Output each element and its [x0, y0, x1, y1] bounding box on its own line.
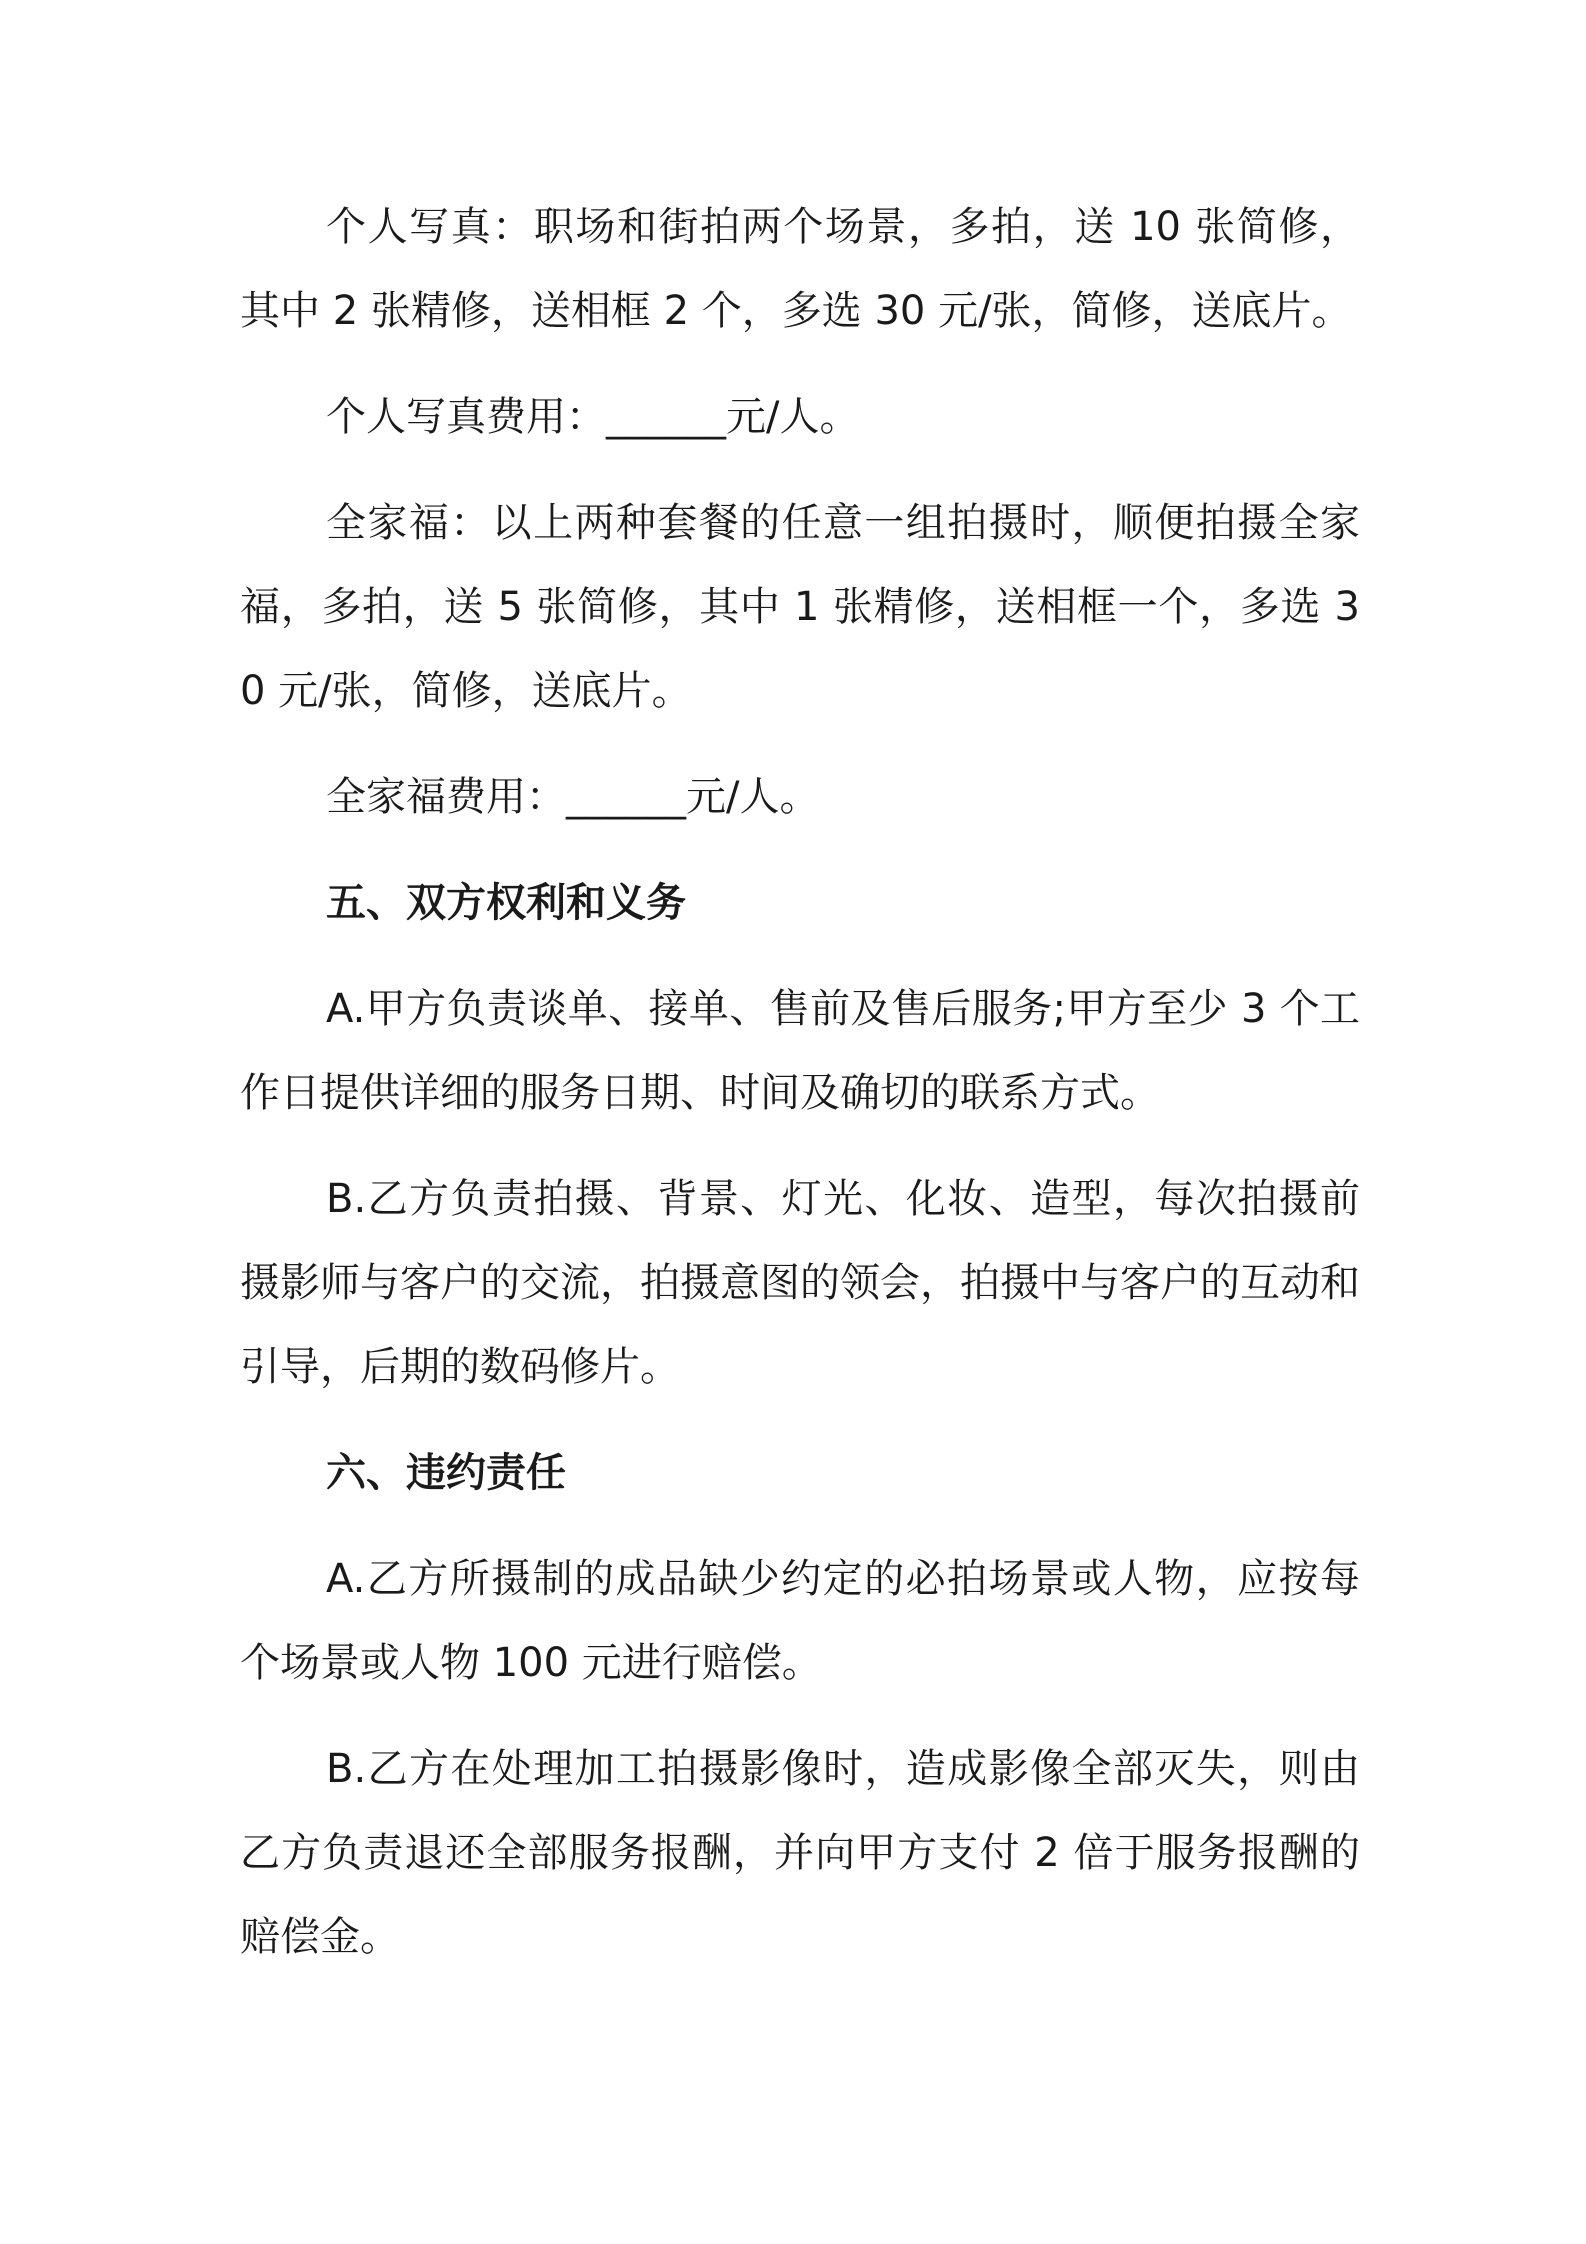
paragraph-party-b-duties: B.乙方负责拍摄、背景、灯光、化妆、造型，每次拍摄前摄影师与客户的交流，拍摄意图的领会，拍摄中与客户的互动和引导，后期的数码修片。 — [240, 1176, 1360, 1390]
paragraph-party-a-duties: A.甲方负责谈单、接单、售前及售后服务;甲方至少 3 个工作日提供详细的服务日期、时间及确切的联系方式。 — [240, 986, 1360, 1116]
paragraph-portrait-package: 个人写真：职场和街拍两个场景，多拍，送 10 张简修，其中 2 张精修，送相框 2 个，多选 30 元/张，简修，送底片。 — [240, 204, 1360, 334]
paragraph-portrait-fee: 个人写真费用：______元/人。 — [326, 394, 860, 440]
paragraph-liability-a: A.乙方所摄制的成品缺少约定的必拍场景或人物，应按每个场景或人物 100 元进行赔偿。 — [240, 1556, 1360, 1686]
paragraph-family-fee: 全家福费用：______元/人。 — [326, 774, 820, 820]
paragraph-family-package: 全家福：以上两种套餐的任意一组拍摄时，顺便拍摄全家福，多拍，送 5 张简修，其中 1 张精修，送相框一个，多选 30 元/张，简修，送底片。 — [240, 500, 1360, 714]
document-page — [240, 185, 1360, 2001]
paragraph-liability-b: B.乙方在处理加工拍摄影像时，造成影像全部灭失，则由乙方负责退还全部服务报酬，并向甲方支付 2 倍于服务报酬的赔偿金。 — [240, 1746, 1360, 1960]
section-heading-rights: 五、双方权利和义务 — [326, 880, 686, 926]
section-heading-liability: 六、违约责任 — [326, 1450, 566, 1496]
